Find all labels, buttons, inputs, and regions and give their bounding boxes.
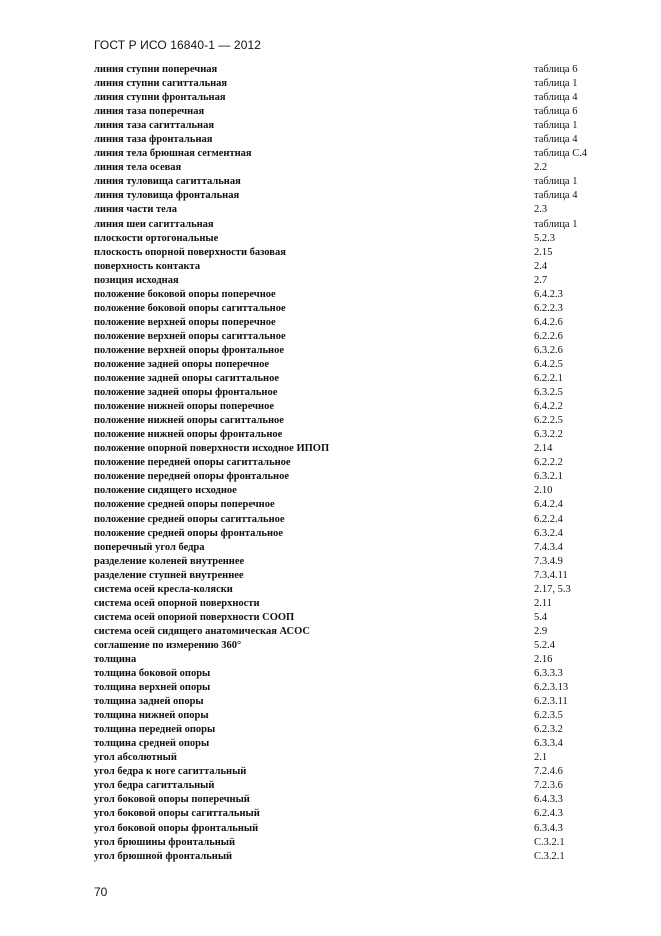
index-reference: 2.10 [534,485,553,497]
index-term: положение верхней опоры сагиттальное [94,330,286,342]
index-term: угол абсолютный [94,752,177,764]
index-term: положение задней опоры сагиттальное [94,373,279,385]
index-reference: 6.2.3.11 [534,696,568,708]
index-entry [94,555,594,569]
index-term: толщина нижней опоры [94,710,209,722]
index-term: линия таза фронтальная [94,134,213,146]
index-term: линия тела осевая [94,162,182,174]
index-reference: 6.3.3.3 [534,668,563,680]
index-reference: 7.2.3.6 [534,780,563,792]
index-term: толщина верхней опоры [94,682,211,694]
index-term: толщина передней опоры [94,724,216,736]
index-term: положение передней опоры фронтальное [94,471,289,483]
index-entry [94,667,594,681]
index-entry [94,793,594,807]
index-term: положение нижней опоры сагиттальное [94,415,284,427]
index-entry [94,344,594,358]
index-entry [94,133,594,147]
index-reference: таблица 1 [534,78,578,90]
index-term: плоскость опорной поверхности базовая [94,246,286,258]
index-reference: таблица 6 [534,64,578,75]
index-entry [94,232,594,246]
index-term: положение средней опоры фронтальное [94,527,283,539]
index-term: разделение ступней внутреннее [94,569,244,581]
index-reference: 2.17, 5.3 [534,583,571,595]
index-entry [94,358,594,372]
index-entry [94,639,594,653]
index-reference: 2.11 [534,597,552,609]
index-reference: 7.2.4.6 [534,766,563,778]
index-term: положение боковой опоры поперечное [94,288,276,300]
index-reference: 6.4.2.4 [534,499,563,511]
index-term: положение сидящего исходное [94,485,237,497]
index-reference: таблица 4 [534,190,578,202]
index-term: угол боковой опоры поперечный [94,794,250,806]
index-term: линия тела брюшная сегментная [94,148,252,160]
index-entry [94,189,594,203]
index-entry [94,330,594,344]
page-number: 70 [94,885,108,899]
index-entry [94,175,594,189]
index-entry [94,498,594,512]
index-reference: таблица 1 [534,120,578,132]
index-entry [94,400,594,414]
index-reference: 2.2 [534,162,548,174]
index-entry [94,246,594,260]
index-entry [94,63,594,77]
index-reference: 6.3.3.4 [534,738,563,750]
index-term: положение верхней опоры фронтальное [94,344,285,356]
index-entry [94,541,594,555]
index-term: положение задней опоры фронтальное [94,387,278,399]
index-reference: 6.4.2.3 [534,288,563,300]
index-term: соглашение по измерению 360° [94,639,242,651]
index-entry [94,288,594,302]
index-reference: 5.2.3 [534,232,555,244]
index-reference: 2.3 [534,204,548,216]
index-entry [94,372,594,386]
index-reference: 6.2.2.3 [534,302,563,314]
index-entry [94,625,594,639]
index-term: поверхность контакта [94,260,201,272]
index-term: разделение коленей внутреннее [94,555,245,567]
index-entry [94,737,594,751]
index-entry [94,484,594,498]
index-term: линия таза сагиттальная [94,120,215,132]
index-term: угол бедра к ноге сагиттальный [94,766,247,778]
index-entry [94,836,594,850]
index-reference: 2.15 [534,246,553,258]
index-term: линия туловища сагиттальная [94,176,241,188]
index-reference: 6.4.2.5 [534,358,563,370]
index-term: линия части тела [94,204,177,216]
index-reference: 6.2.4.3 [534,808,563,820]
index-term: система осей опорной поверхности СООП [94,611,295,623]
index-entry [94,316,594,330]
index-entry [94,161,594,175]
index-reference: 6.3.2.5 [534,387,563,399]
index-reference: 2.1 [534,752,548,764]
index-entry [94,203,594,217]
index-entry [94,456,594,470]
index-reference: 2.7 [534,274,548,286]
index-reference: 6.4.2.6 [534,316,563,328]
index-entry [94,147,594,161]
index-term: положение верхней опоры поперечное [94,316,276,328]
index-term: угол брюшины фронтальный [94,836,236,848]
index-reference: С.3.2.1 [534,836,565,848]
index-entry [94,119,594,133]
index-term: толщина боковой опоры [94,668,211,680]
index-term: линия туловища фронтальная [94,190,240,202]
index-entry [94,653,594,667]
index-reference: 7.3.4.9 [534,555,563,567]
index-reference: 5.2.4 [534,639,555,651]
index-term: положение опорной поверхности исходное ИПОП [94,443,330,455]
index-entry [94,274,594,288]
index-term: угол боковой опоры фронтальный [94,822,259,834]
index-term: линия ступни сагиттальная [94,78,228,90]
index-entry [94,513,594,527]
index-entry [94,695,594,709]
index-reference: таблица 4 [534,134,578,146]
index-reference: 6.2.2.4 [534,513,563,525]
index-reference: 7.4.3.4 [534,541,563,553]
index-entry [94,751,594,765]
index-entry [94,597,594,611]
index-term: система осей опорной поверхности [94,597,260,609]
index-entry [94,822,594,836]
index-entry [94,105,594,119]
index-entry [94,779,594,793]
index-reference: 5.4 [534,611,548,623]
index-term: позиция исходная [94,274,179,286]
index-reference: таблица С.4 [534,148,588,160]
index-entry [94,709,594,723]
index-reference: 6.2.3.2 [534,724,563,736]
index-term: линия ступни поперечная [94,64,218,75]
index-entry [94,77,594,91]
index-term: положение боковой опоры сагиттальное [94,302,286,314]
index-reference: 6.2.2.6 [534,330,563,342]
index-entry [94,765,594,779]
index-reference: 6.2.2.5 [534,415,563,427]
index-reference: 6.2.2.1 [534,373,563,385]
index-entry [94,850,594,864]
index-entry [94,414,594,428]
index-reference: 2.14 [534,443,553,455]
index-term: положение средней опоры поперечное [94,499,275,511]
index-reference: 6.4.2.2 [534,401,563,413]
index-entry [94,386,594,400]
index-reference: С.3.2.1 [534,850,565,862]
index-term: положение нижней опоры поперечное [94,401,275,413]
index-term: толщина [94,653,137,665]
index-reference: 6.2.3.5 [534,710,563,722]
index-term: поперечный угол бедра [94,541,205,553]
index-entry [94,611,594,625]
index-reference: 6.3.2.2 [534,429,563,441]
index-term: угол бедра сагиттальный [94,780,215,792]
index-reference: 2.16 [534,653,553,665]
index-term: положение средней опоры сагиттальное [94,513,285,525]
index-reference: таблица 1 [534,176,578,188]
index-term: система осей сидящего анатомическая АСОС [94,625,311,637]
index-reference: 2.4 [534,260,548,272]
index-reference: 6.3.2.1 [534,471,563,483]
index-term: положение передней опоры сагиттальное [94,457,291,469]
index-term: угол боковой опоры сагиттальный [94,808,260,820]
index-entry [94,302,594,316]
alphabetical-index [94,63,594,864]
index-term: толщина средней опоры [94,738,210,750]
index-reference: 6.2.2.2 [534,457,563,469]
index-entry [94,569,594,583]
index-entry [94,583,594,597]
index-entry [94,681,594,695]
index-term: положение нижней опоры фронтальное [94,429,283,441]
index-term: линия шеи сагиттальная [94,218,214,230]
index-entry [94,442,594,456]
index-reference: таблица 1 [534,218,578,230]
index-entry [94,218,594,232]
index-entry [94,428,594,442]
index-term: плоскости ортогональные [94,232,219,244]
page-header: ГОСТ Р ИСО 16840-1 — 2012 [94,38,262,52]
index-term: толщина задней опоры [94,696,204,708]
index-entry [94,527,594,541]
index-term: линия ступни фронтальная [94,92,226,104]
index-reference: 6.2.3.13 [534,682,569,694]
index-reference: 6.4.3.3 [534,794,563,806]
index-entry [94,807,594,821]
index-reference: таблица 6 [534,106,578,118]
index-reference: 6.3.2.4 [534,527,563,539]
index-reference: 7.3.4.11 [534,569,568,581]
index-entry [94,723,594,737]
index-entry [94,260,594,274]
index-term: линия таза поперечная [94,106,205,118]
index-term: система осей кресла-коляски [94,583,233,595]
index-entry [94,91,594,105]
index-reference: 6.3.4.3 [534,822,563,834]
index-term: угол брюшной фронтальный [94,850,233,862]
index-reference: 2.9 [534,625,548,637]
index-term: положение задней опоры поперечное [94,358,270,370]
index-reference: 6.3.2.6 [534,344,563,356]
index-entry [94,470,594,484]
index-reference: таблица 4 [534,92,578,104]
